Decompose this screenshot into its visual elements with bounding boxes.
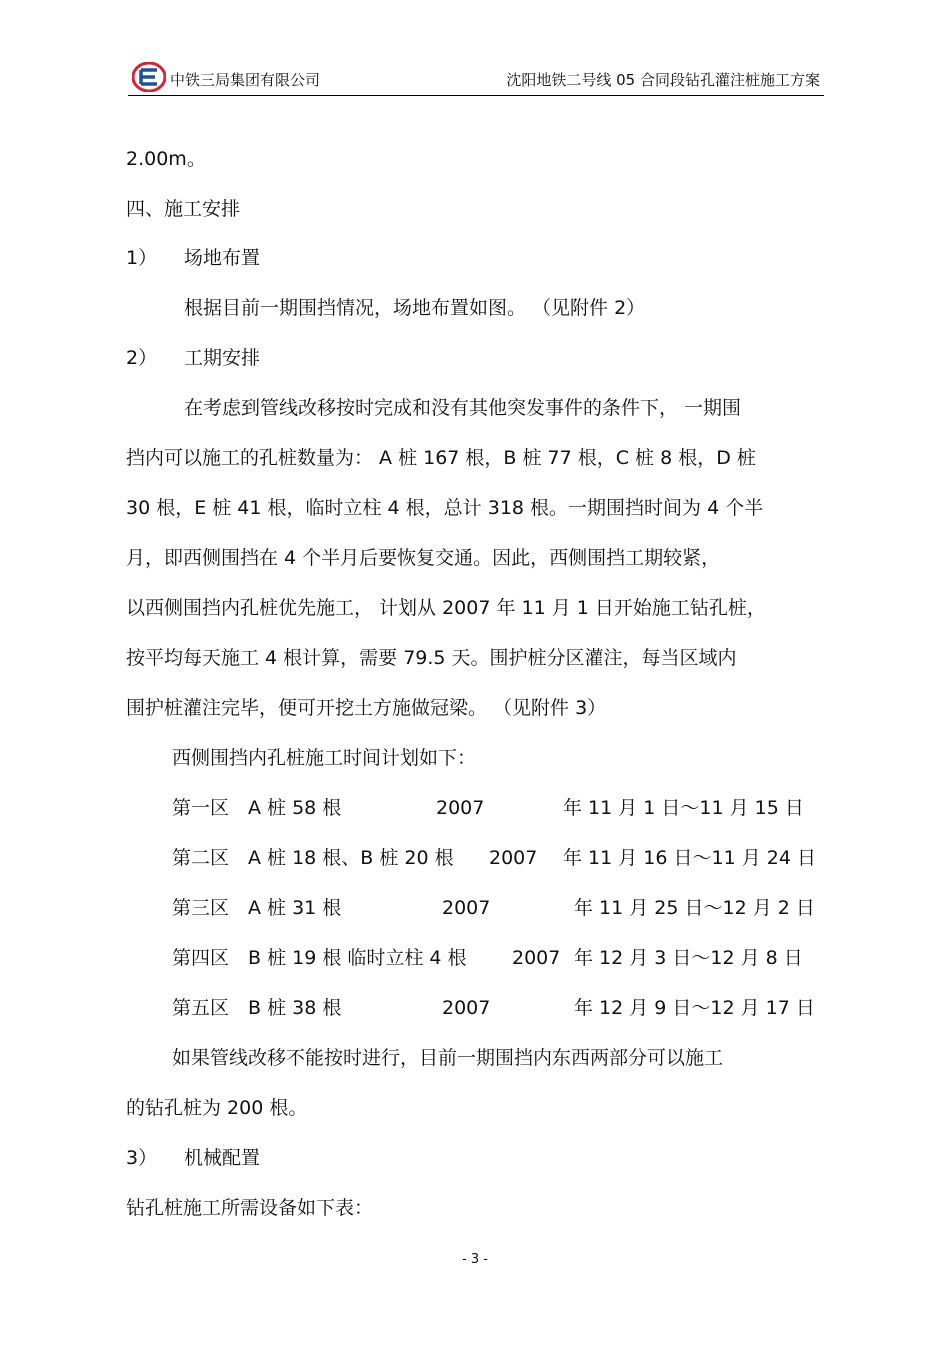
schedule-year: 2007 — [512, 947, 561, 969]
schedule-piles: A 桩 18 根、B 桩 20 根 — [248, 847, 454, 869]
schedule-zone: 第四区 — [172, 947, 230, 969]
schedule-piles: B 桩 38 根 — [248, 997, 342, 1019]
continued-value: 2.00m。 — [126, 148, 206, 170]
paragraph-line: 挡内可以施工的孔桩数量为： A 桩 167 根，B 桩 77 根，C 桩 8 根，D 桩 — [126, 447, 756, 469]
schedule-zone: 第三区 — [172, 897, 230, 919]
schedule-piles: A 桩 31 根 — [248, 897, 342, 919]
subsection-title: 工期安排 — [184, 347, 261, 369]
subsection-number: 3） — [126, 1147, 158, 1169]
section-heading: 四、施工安排 — [126, 198, 241, 220]
schedule-dates: 年 11 月 1 日～11 月 15 日 — [563, 797, 804, 819]
document-title: 沈阳地铁二号线 05 合同段钻孔灌注桩施工方案 — [506, 71, 820, 89]
subsection-title: 场地布置 — [184, 247, 261, 269]
paragraph-line: 的钻孔桩为 200 根。 — [126, 1097, 308, 1119]
company-logo-icon — [132, 62, 166, 92]
page-number: - 3 - — [462, 1252, 488, 1267]
schedule-piles: A 桩 58 根 — [248, 797, 342, 819]
header-divider — [128, 95, 824, 96]
paragraph-line: 以西侧围挡内孔桩优先施工， 计划从 2007 年 11 月 1 日开始施工钻孔桩， — [126, 597, 766, 619]
paragraph-line: 如果管线改移不能按时进行，目前一期围挡内东西两部分可以施工 — [172, 1047, 724, 1069]
schedule-dates: 年 12 月 9 日～12 月 17 日 — [574, 997, 815, 1019]
page-header — [128, 60, 824, 96]
paragraph-line: 月，即西侧围挡在 4 个半月后要恢复交通。因此，西侧围挡工期较紧， — [126, 547, 721, 569]
schedule-zone: 第一区 — [172, 797, 230, 819]
paragraph-line: 在考虑到管线改移按时完成和没有其他突发事件的条件下， 一期围 — [184, 397, 742, 419]
equipment-intro: 钻孔桩施工所需设备如下表： — [126, 1197, 374, 1219]
schedule-dates: 年 12 月 3 日～12 月 8 日 — [574, 947, 803, 969]
schedule-dates: 年 11 月 25 日～12 月 2 日 — [574, 897, 815, 919]
paragraph-line: 按平均每天施工 4 根计算，需要 79.5 天。围护桩分区灌注，每当区域内 — [126, 647, 737, 669]
paragraph-line: 30 根，E 桩 41 根，临时立柱 4 根，总计 318 根。一期围挡时间为 4 个半 — [126, 497, 764, 519]
subsection-number: 2） — [126, 347, 158, 369]
schedule-zone: 第五区 — [172, 997, 230, 1019]
schedule-year: 2007 — [442, 897, 491, 919]
paragraph-line: 围护桩灌注完毕，便可开挖土方施做冠梁。 （见附件 3） — [126, 697, 607, 719]
schedule-zone: 第二区 — [172, 847, 230, 869]
subsection-title: 机械配置 — [184, 1147, 261, 1169]
schedule-year: 2007 — [436, 797, 485, 819]
schedule-intro: 西侧围挡内孔桩施工时间计划如下： — [172, 747, 477, 769]
subsection-number: 1） — [126, 247, 158, 269]
schedule-year: 2007 — [489, 847, 538, 869]
company-name: 中铁三局集团有限公司 — [170, 71, 321, 89]
schedule-year: 2007 — [442, 997, 491, 1019]
schedule-piles: B 桩 19 根 临时立柱 4 根 — [248, 947, 467, 969]
schedule-dates: 年 11 月 16 日～11 月 24 日 — [563, 847, 816, 869]
paragraph-line: 根据目前一期围挡情况，场地布置如图。 （见附件 2） — [184, 297, 646, 319]
